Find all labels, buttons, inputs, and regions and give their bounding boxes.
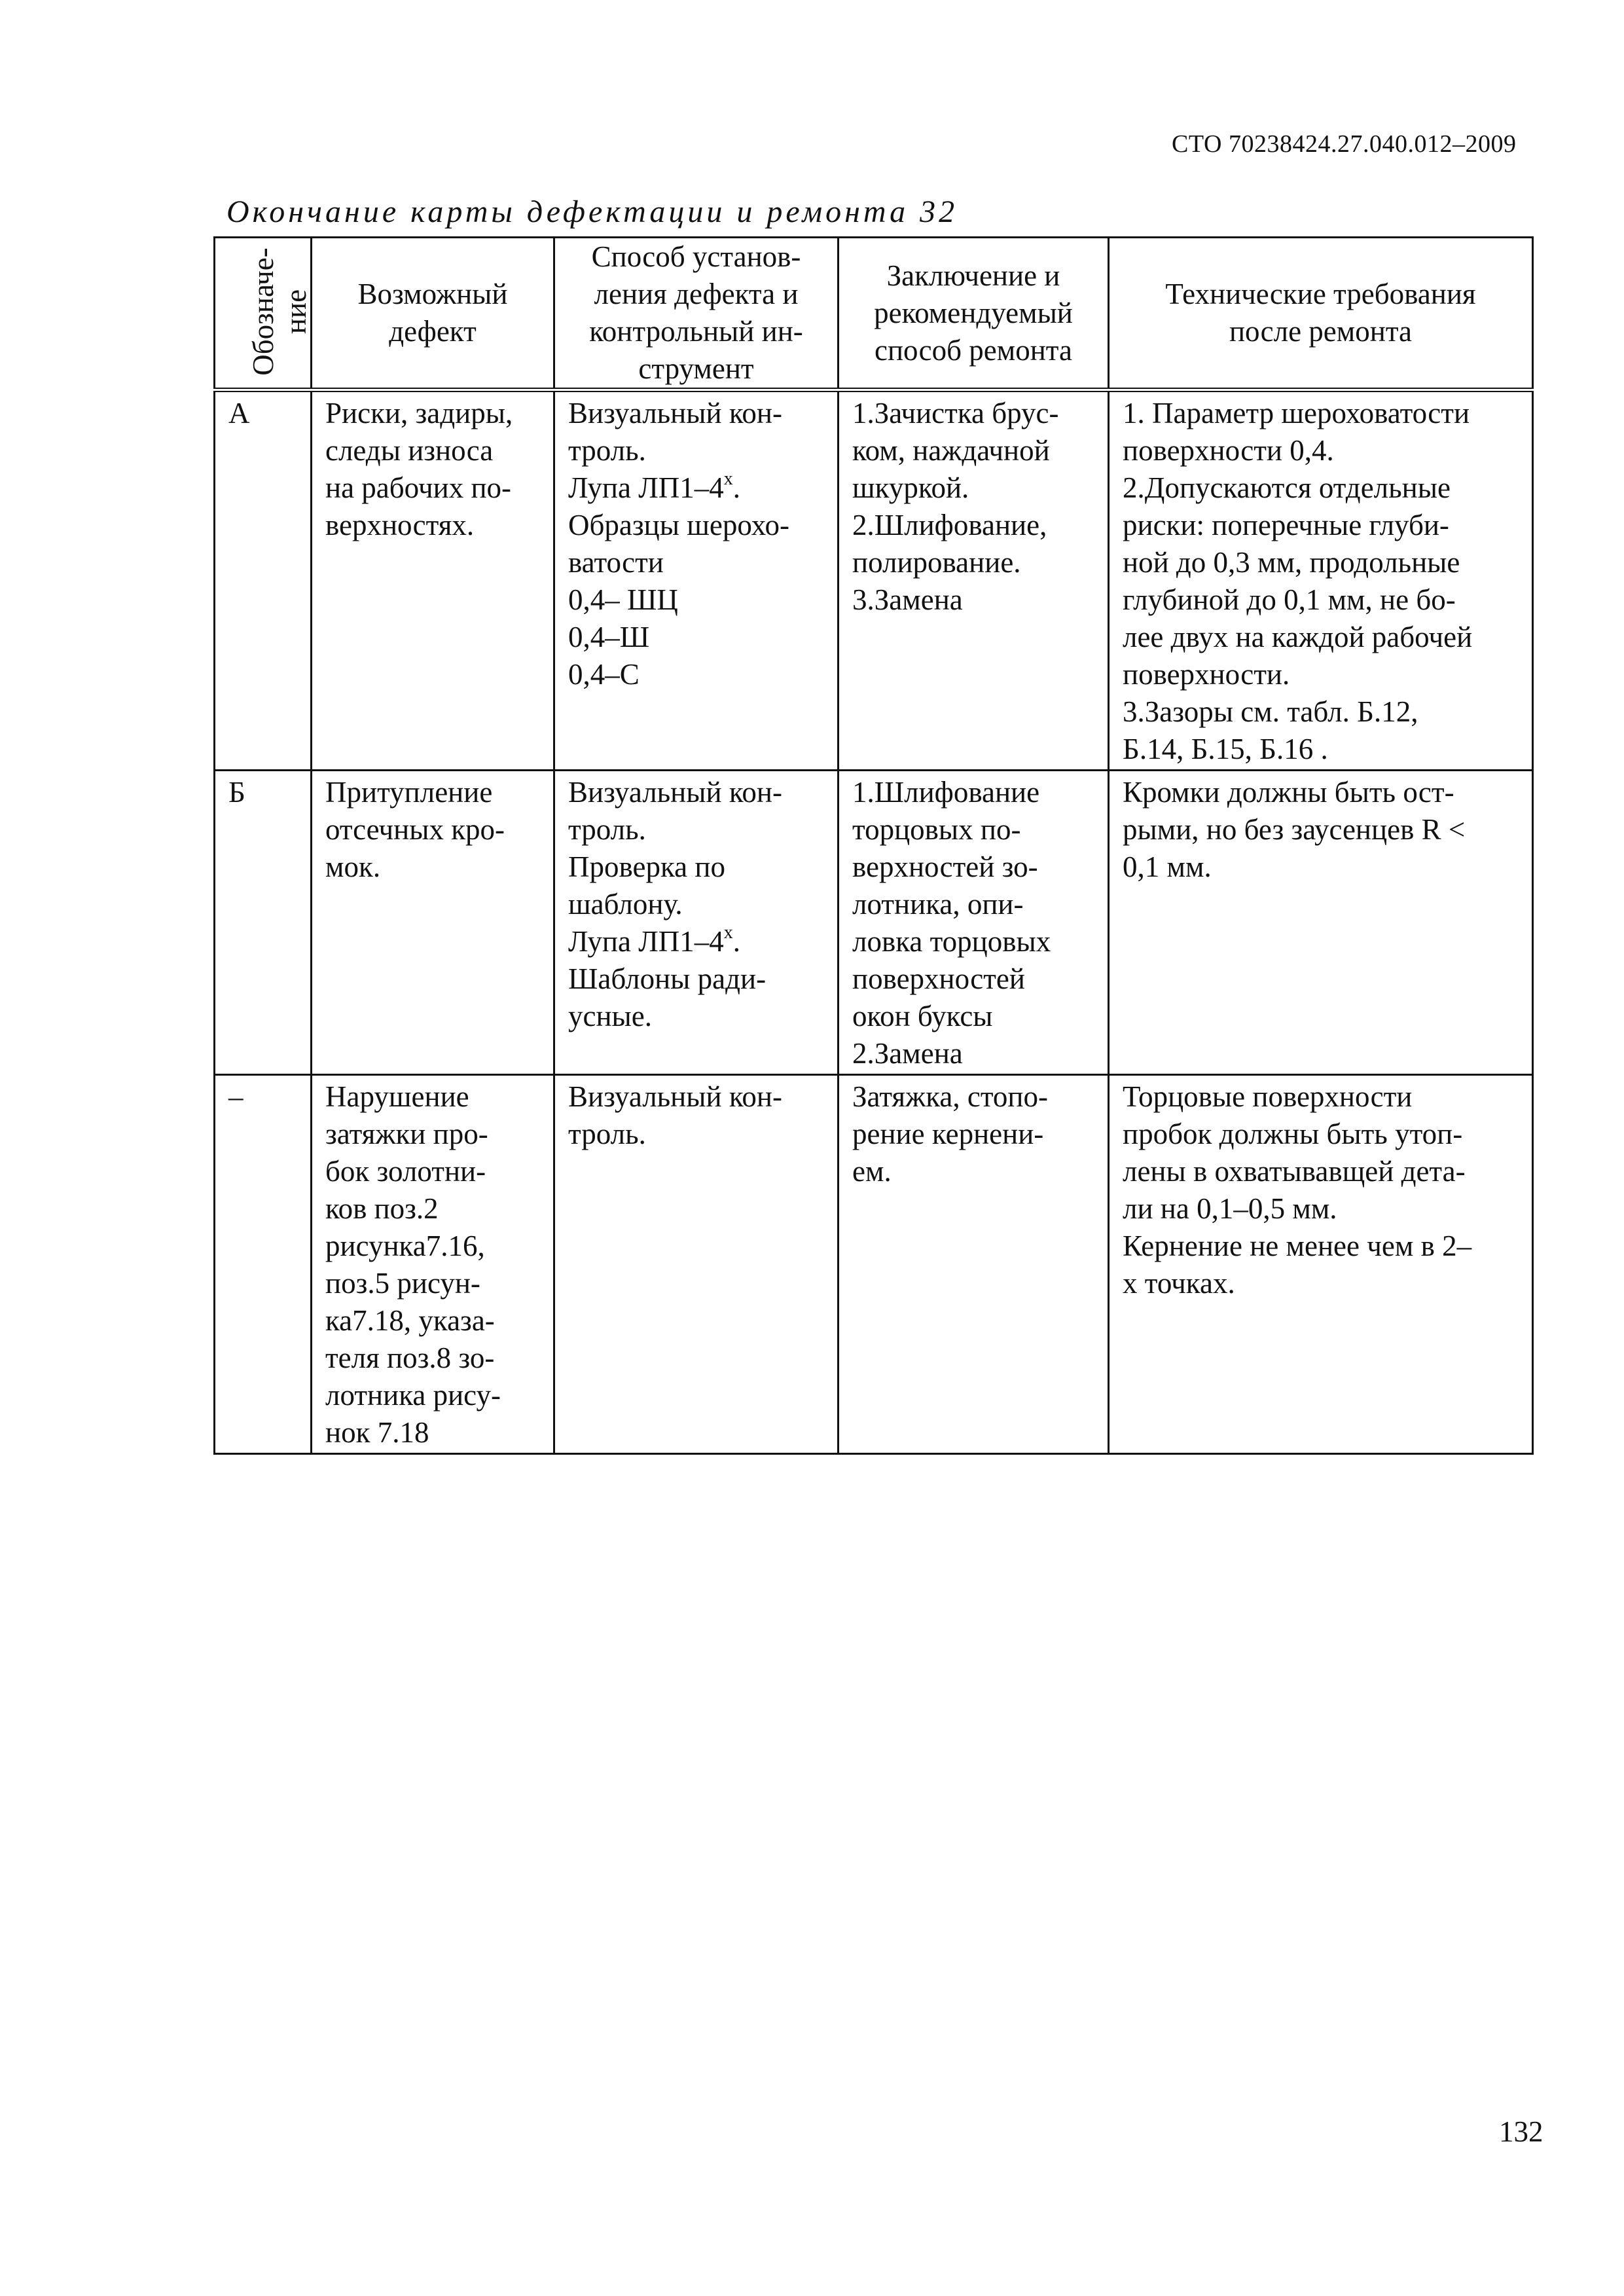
cell-defect [312,390,554,771]
header-method-label: Способ установ- ления дефекта и контрольный ин- струмент [589,240,803,385]
page-number: 132 [1499,2115,1543,2148]
table-row [215,1075,1533,1454]
defect-text: Нарушение затяжки про- бок золотни- ков поз.2 рисунка7.16, поз.5 рисун- ка7.18, указа- теля поз.8 зо- лотника рису- нок 7.18 [325,1080,501,1449]
cell-defect [312,771,554,1075]
header-conclusion-label: Заключение и рекомендуемый способ ремонта [874,259,1073,367]
defect-text: Притупление отсечных кро- мок. [325,776,505,883]
method-superscript: х [723,469,733,489]
header-designation-label: Обозначе- ние [246,247,312,376]
designation-text: А [228,397,250,429]
cell-method [554,771,839,1075]
method-superscript: х [723,922,733,943]
cell-requirements [1109,771,1533,1075]
table-row [215,771,1533,1075]
header-requirements [1109,238,1533,390]
cell-method [554,1075,839,1454]
requirements-text: Торцовые поверхности пробок должны быть утоп- лены в охватывавщей дета- ли на 0,1–0,5 мм. Кернение не менее чем в 2– х точках. [1123,1080,1472,1300]
cell-method [554,390,839,771]
cell-designation [215,1075,312,1454]
header-conclusion [839,238,1109,390]
header-defect-label: Возможный дефект [357,278,508,348]
method-text-part2: . Образцы шерохо- ватости 0,4– ШЦ 0,4–Ш 0,4–С [568,471,789,691]
method-text-part1: Визуальный кон- троль. Проверка по шаблону. Лупа ЛП1–4 [568,776,782,958]
cell-defect [312,1075,554,1454]
cell-conclusion [839,390,1109,771]
cell-designation [215,771,312,1075]
conclusion-text: Затяжка, стопо- рение кернени- ем. [852,1080,1048,1188]
table-header-row [215,238,1533,390]
designation-text: – [228,1080,244,1113]
cell-conclusion [839,1075,1109,1454]
header-method [554,238,839,390]
method-text: Визуальный кон- троль. [568,1080,782,1150]
document-code: СТО 70238424.27.040.012–2009 [1172,130,1517,158]
method-text-part2: . Шаблоны ради- усные. [568,925,767,1032]
cell-requirements [1109,390,1533,771]
defect-text: Риски, задиры, следы износа на рабочих по- верхностях. [325,397,513,541]
requirements-text: 1. Параметр шероховатости поверхности 0,4. 2.Допускаются отдельные риски: поперечные глуби- ной до 0,3 мм, продольные глубиной до 0,1 мм, не бо- лее двух на каждой рабочей поверхности. 3.Зазоры см. табл. Б.12, Б.14, Б.15, Б.16 . [1123,397,1473,765]
defect-repair-table [213,236,1534,1455]
cell-designation [215,390,312,771]
requirements-text: Кромки должны быть ост- рыми, но без заусенцев R < 0,1 мм. [1123,776,1466,883]
table-row [215,390,1533,771]
method-text-part1: Визуальный кон- троль. Лупа ЛП1–4 [568,397,782,504]
table-caption: Окончание карты дефектации и ремонта 32 [226,194,958,229]
conclusion-text: 1.Шлифование торцовых по- верхностей зо- лотника, опи- ловка торцовых поверхностей окон буксы 2.Замена [852,776,1051,1070]
header-defect [312,238,554,390]
header-designation [215,238,312,390]
conclusion-text: 1.Зачистка брус- ком, наждачной шкуркой. 2.Шлифование, полирование. 3.Замена [852,397,1059,616]
designation-text: Б [228,776,245,809]
cell-requirements [1109,1075,1533,1454]
cell-conclusion [839,771,1109,1075]
header-requirements-label: Технические требования после ремонта [1165,278,1476,348]
